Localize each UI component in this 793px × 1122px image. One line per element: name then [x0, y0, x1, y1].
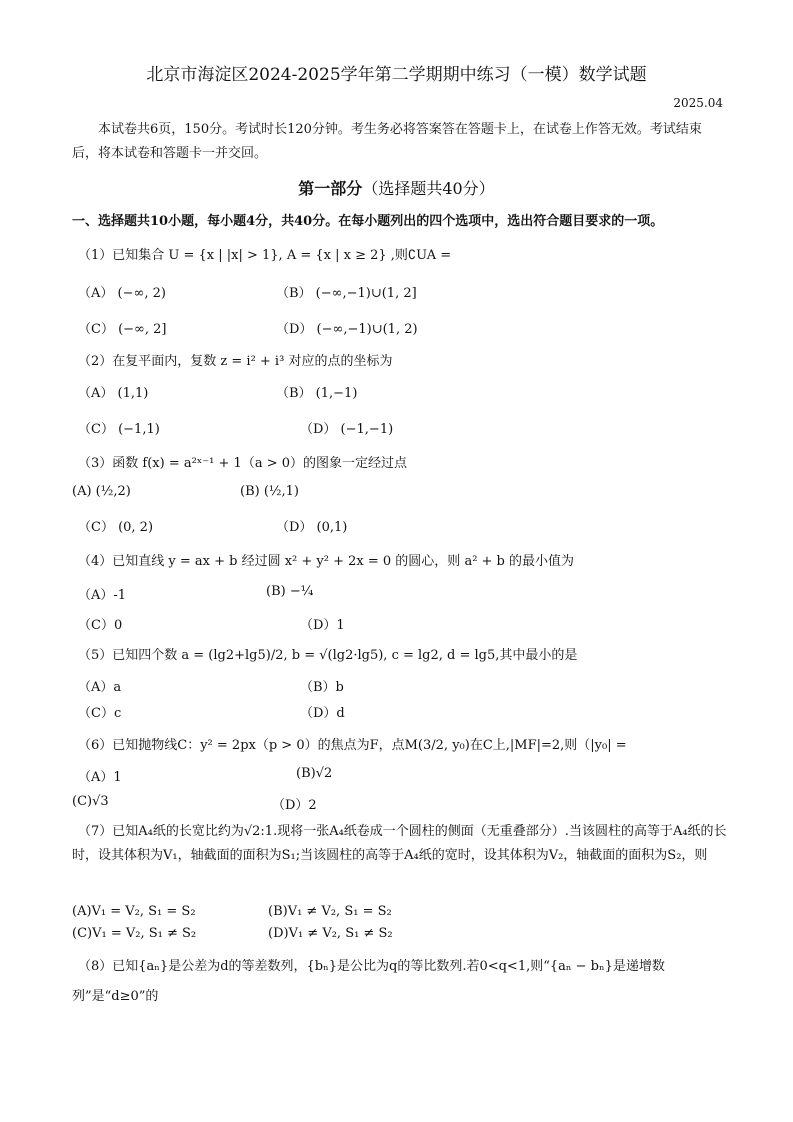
- question-6-option-b: (B)√2: [296, 766, 333, 781]
- question-5-option-d: （D）d: [300, 706, 345, 721]
- question-1-option-b: （B） (−∞,−1)∪(1, 2]: [276, 286, 417, 301]
- question-2-option-b: （B） (1,−1): [276, 386, 358, 401]
- question-2-option-d: （D） (−1,−1): [300, 422, 394, 437]
- exam-instructions: 本试卷共6页，150分。考试时长120分钟。考生务必将答案答在答题卡上，在试卷上作答无效。考试结束后，将本试卷和答题卡一并交回。: [72, 122, 702, 161]
- question-4-stem: （4）已知直线 y = ax + b 经过圆 x² + y² + 2x = 0 的圆心，则 a² + b 的最小值为: [78, 554, 575, 569]
- part-heading: [0, 176, 793, 199]
- question-4-option-c: （C）0: [78, 618, 123, 633]
- question-1-stem: （1）已知集合 U = {x | |x| > 1}, A = {x | x ≥ 2} ,则∁UA =: [78, 248, 452, 263]
- question-3-option-c: （C） (0, 2): [78, 520, 154, 535]
- exam-date: 2025.04: [673, 96, 723, 110]
- question-1-option-c: （C） (−∞, 2]: [78, 322, 167, 337]
- question-5-option-a: （A）a: [78, 680, 122, 695]
- question-4-option-b: (B) −¼: [266, 584, 314, 599]
- question-4-option-d: （D）1: [300, 618, 345, 633]
- question-1-option-d: （D） (−∞,−1)∪(1, 2): [276, 322, 418, 337]
- question-3-stem: （3）函数 f(x) = a²ˣ⁻¹ + 1（a > 0）的图象一定经过点: [78, 456, 407, 471]
- question-1-option-a: （A） (−∞, 2): [78, 286, 166, 301]
- question-2-option-c: （C） (−1,1): [78, 422, 160, 437]
- question-5-option-c: （C）c: [78, 706, 122, 721]
- question-8-stem: （8）已知{aₙ}是公差为d的等差数列，{bₙ}是公比为q的等比数列.若0<q<1,则“{aₙ − bₙ}是递增数列”是“d≥0”的: [72, 959, 665, 1004]
- question-7-stem: （7）已知A₄纸的长宽比约为√2:1.现将一张A₄纸卷成一个圆柱的侧面（无重叠部分）.当该圆柱的高等于A₄纸的长时，设其体积为V₁，轴截面的面积为S₁;当该圆柱的高等于A₄纸的宽时，设其体积为V₂，轴截面的面积为S₂，则: [72, 824, 727, 863]
- question-6-stem: （6）已知抛物线C：y² = 2px（p > 0）的焦点为F，点M(3/2, y₀)在C上,|MF|=2,则（|y₀| =: [78, 738, 627, 753]
- part-note: （选择题共40分）: [362, 179, 495, 198]
- question-3-option-d: （D） (0,1): [276, 520, 348, 535]
- question-4-option-a: （A）-1: [78, 588, 127, 603]
- question-7-option-c: (C)V₁ = V₂, S₁ ≠ S₂: [72, 926, 197, 941]
- part-name: 第一部分: [298, 179, 363, 198]
- question-5-option-b: （B）b: [300, 680, 344, 695]
- question-3-option-b: (B) (½,1): [240, 484, 299, 499]
- question-7-option-d: (D)V₁ ≠ V₂, S₁ ≠ S₂: [268, 926, 393, 941]
- question-7-option-a: (A)V₁ = V₂, S₁ = S₂: [72, 904, 196, 919]
- question-7-option-b: (B)V₁ ≠ V₂, S₁ = S₂: [268, 904, 392, 919]
- question-3-option-a: (A) (½,2): [72, 484, 131, 499]
- question-6-option-d: （D）2: [272, 798, 317, 813]
- question-2-stem: （2）在复平面内，复数 z = i² + i³ 对应的点的坐标为: [78, 354, 393, 369]
- question-2-option-a: （A） (1,1): [78, 386, 149, 401]
- question-6-option-c: (C)√3: [72, 794, 109, 809]
- question-6-option-a: （A）1: [78, 770, 122, 785]
- question-5-stem: （5）已知四个数 a = (lg2+lg5)/2, b = √(lg2·lg5), c = lg2, d = lg5,其中最小的是: [78, 648, 578, 663]
- section-heading: 一、选择题共10小题，每小题4分，共40分。在每小题列出的四个选项中，选出符合题目要求的一项。: [72, 214, 664, 229]
- exam-title: 北京市海淀区2024-2025学年第二学期期中练习（一模）数学试题: [146, 65, 647, 85]
